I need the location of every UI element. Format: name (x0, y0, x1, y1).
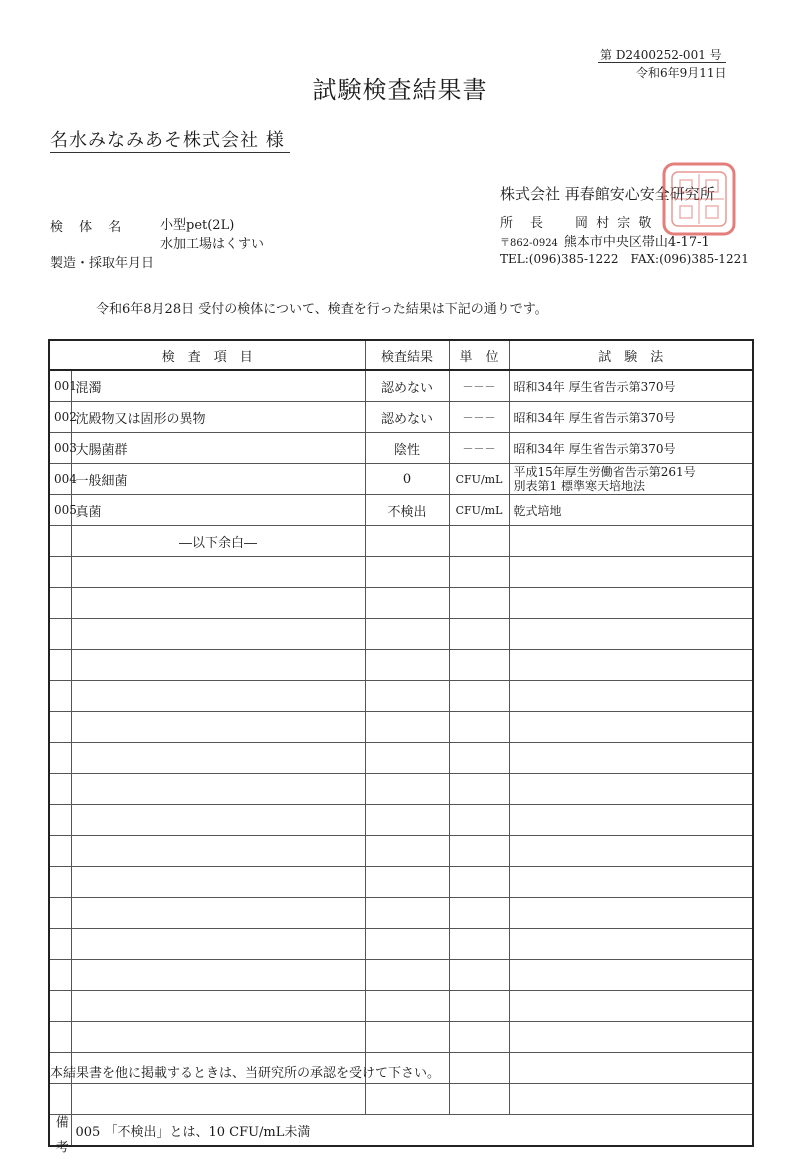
empty-row (49, 588, 753, 619)
row-method: 昭和34年 厚生省告示第370号 (509, 370, 753, 402)
row-method: 昭和34年 厚生省告示第370号 (509, 433, 753, 464)
header-unit: 単 位 (449, 340, 509, 370)
notes-text: 005 「不検出」とは、10 CFU/mL未満 (71, 1115, 753, 1147)
row-unit: －－－ (449, 433, 509, 464)
row-item: 沈殿物又は固形の異物 (71, 402, 365, 433)
client-name: 名水みなみあそ株式会社 様 (50, 130, 285, 151)
table-row (49, 526, 753, 557)
sample-name-line1: 小型pet(2L) (160, 218, 235, 233)
sample-name-label: 検 体 名 (50, 220, 128, 235)
empty-cell (509, 526, 753, 557)
table-header-row (49, 340, 753, 370)
lab-director: 所 長 岡 村 宗 敬 (500, 216, 654, 231)
lab-postal-code: 〒862-0924 (500, 238, 558, 249)
empty-row (49, 774, 753, 805)
issue-date: 令和6年9月11日 (636, 66, 727, 80)
lab-name: 株式会社 再春館安心安全研究所 (500, 185, 715, 203)
row-method-line2: 別表第1 標準寒天培地法 (513, 479, 645, 493)
row-result: 認めない (365, 402, 449, 433)
empty-row (49, 619, 753, 650)
empty-row (49, 836, 753, 867)
empty-cell (449, 526, 509, 557)
lab-contact: TEL:(096)385-1222 FAX:(096)385-1221 (500, 252, 749, 266)
empty-row (49, 991, 753, 1022)
header-method: 試 験 法 (509, 340, 753, 370)
row-result: 不検出 (365, 495, 449, 526)
row-result: 0 (365, 464, 449, 495)
empty-row (49, 929, 753, 960)
empty-row (49, 898, 753, 929)
empty-row (49, 557, 753, 588)
footer-notice: 本結果書を他に掲載するときは、当研究所の承認を受けて下さい。 (50, 1066, 441, 1081)
table-row (49, 495, 753, 526)
empty-row (49, 712, 753, 743)
header-result: 検査結果 (365, 340, 449, 370)
row-item: 一般細菌 (71, 464, 365, 495)
row-unit: CFU/mL (449, 464, 509, 495)
row-result: 認めない (365, 370, 449, 402)
empty-row (49, 805, 753, 836)
table-row (49, 370, 753, 402)
empty-cell (365, 526, 449, 557)
empty-row (49, 960, 753, 991)
document-number: 第 D2400252-001 号 (600, 48, 722, 62)
empty-row (49, 743, 753, 774)
row-unit: CFU/mL (449, 495, 509, 526)
row-item: 大腸菌群 (71, 433, 365, 464)
production-date-label: 製造・採取年月日 (50, 256, 155, 271)
results-table (48, 339, 754, 1165)
row-unit: －－－ (449, 370, 509, 402)
lab-street-address: 熊本市中央区帯山4-17-1 (563, 235, 710, 250)
official-seal-icon (660, 160, 738, 238)
row-method (509, 464, 753, 495)
row-item: 真菌 (71, 495, 365, 526)
notes-row (49, 1115, 753, 1147)
row-item: 混濁 (71, 370, 365, 402)
row-number: 002 (49, 402, 71, 433)
table-row (49, 402, 753, 433)
document-number-underline (598, 62, 726, 63)
row-method: 乾式培地 (509, 495, 753, 526)
row-number: 005 (49, 495, 71, 526)
continued-blank-text: ―以下余白― (71, 526, 365, 557)
row-number: 001 (49, 370, 71, 402)
empty-row (49, 1084, 753, 1115)
empty-row (49, 681, 753, 712)
page-title: 試験検査結果書 (312, 76, 488, 104)
sample-name-line2: 水加工場はくすい (160, 237, 265, 252)
empty-row (49, 1022, 753, 1053)
row-method-line1: 平成15年厚生労働省告示第261号 (513, 465, 696, 479)
empty-row (49, 650, 753, 681)
row-method: 昭和34年 厚生省告示第370号 (509, 402, 753, 433)
empty-cell (49, 526, 71, 557)
client-underline (50, 152, 290, 153)
empty-row (49, 867, 753, 898)
header-item: 検 査 項 目 (49, 340, 365, 370)
table-row (49, 433, 753, 464)
table-row (49, 464, 753, 495)
intro-text: 令和6年8月28日 受付の検体について、検査を行った結果は下記の通りです。 (96, 302, 548, 317)
row-number: 004 (49, 464, 71, 495)
row-unit: －－－ (449, 402, 509, 433)
notes-label: 備考 (49, 1115, 71, 1147)
row-result: 陰性 (365, 433, 449, 464)
row-number: 003 (49, 433, 71, 464)
